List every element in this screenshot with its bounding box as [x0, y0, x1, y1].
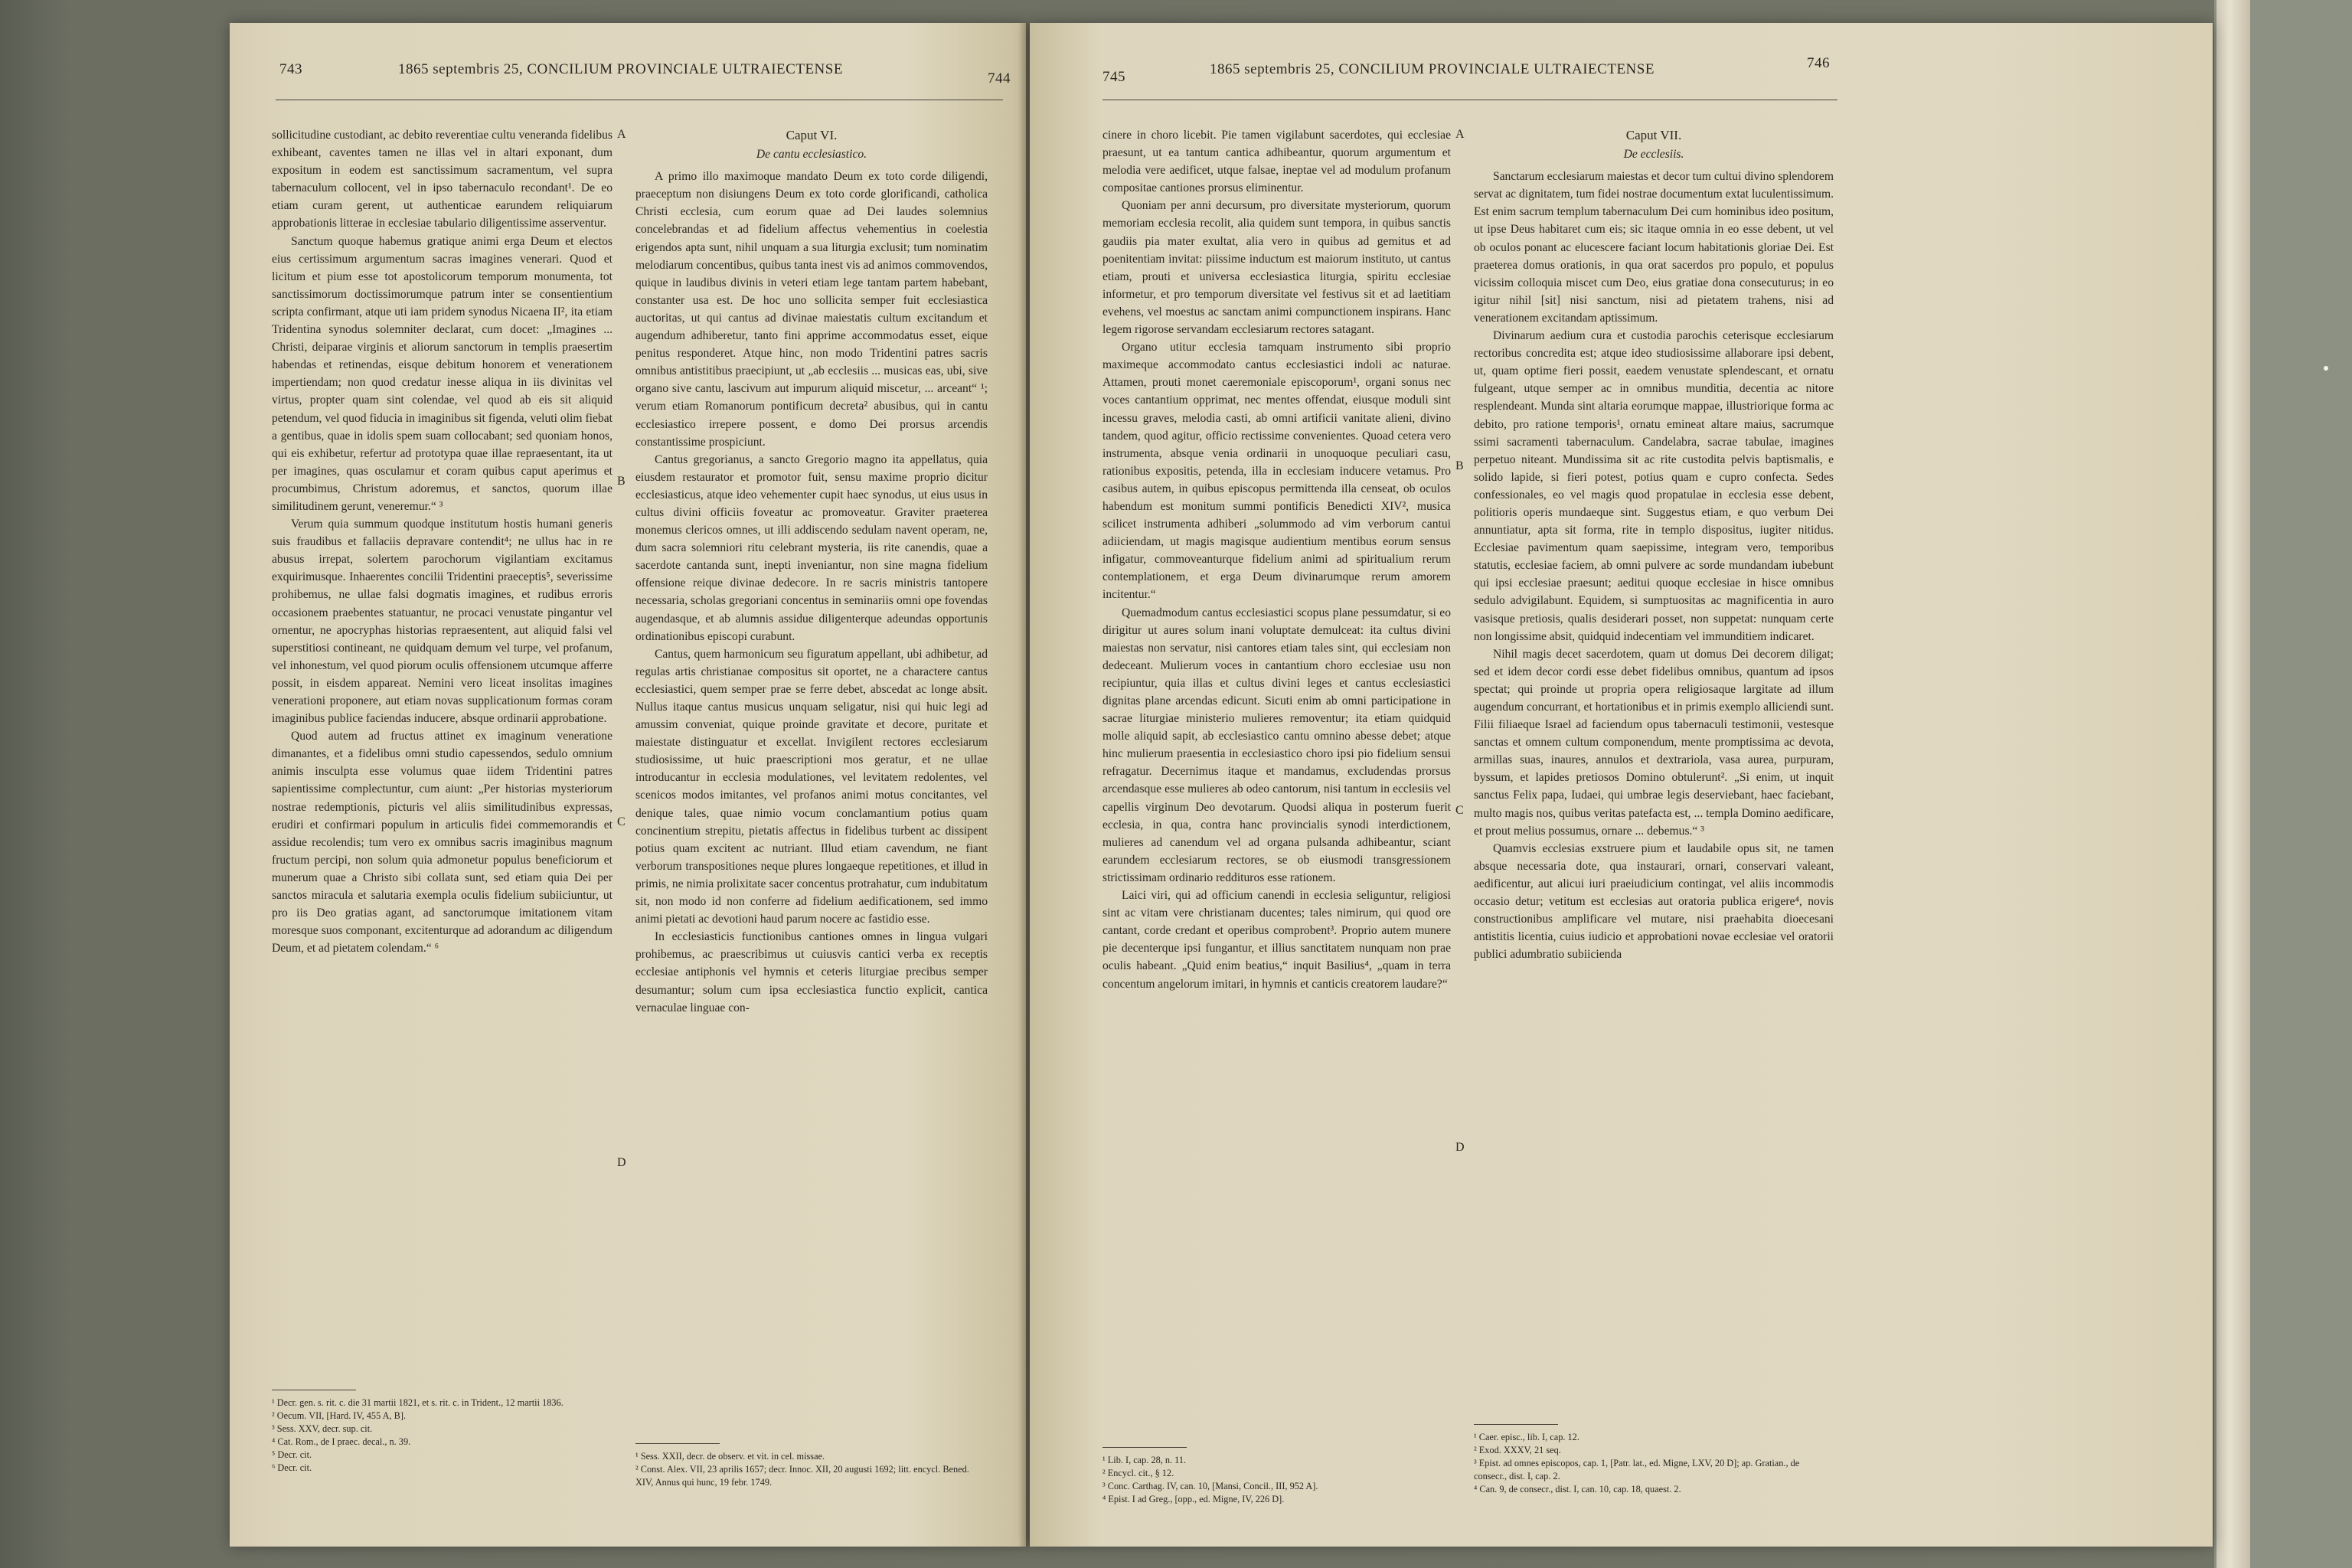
- paragraph: Sanctum quoque habemus gratique animi erga Deum et electos eius certissimum argumentum sacras imagines venerari. Quod et licitum et pium esse tot apostolicorum temporum monumenta, tot sanctissimorum doctissimorumque patrum inter se consentientium scripta confirmant, atque uti iam pridem synodus Nicaena II², ita etiam Tridentina synodus solemniter declarat, cum docet: „Imagines ... Christi, deiparae virginis et aliorum sanctorum in templis praesertim habendas et retinendas, eisque debitum honorem et venerationem impertiendam; non quod credatur inesse aliqua in iis divinitas vel virtus, propter quam sint colendae, vel quod ab eis sit aliquid petendum, vel quod fiducia in imaginibus sit figenda, veluti olim fiebat a gentibus, quae in idolis spem suam collocabant; sed quoniam honos, qui eis exhibetur, refertur ad prototypa quae illae repraesentant, ita ut per imagines, quas osculamur et coram quibus caput aperimus et procumbimus, Christum adoremus, et sanctos, quorum illae similitudinem gerunt, veneremur.“ ³: [272, 234, 612, 513]
- right-page-footnotes-2: [1474, 1424, 1834, 1496]
- page-number-743: 743: [279, 61, 302, 77]
- left-page-column-1: [272, 126, 612, 957]
- footnote-rule: [635, 1443, 720, 1444]
- chapter-heading: Caput VII.: [1625, 128, 1682, 142]
- margin-letter-c: C: [1455, 804, 1464, 817]
- paragraph: Organo utitur ecclesia tamquam instrumento sibi proprio maximeque accommodato cantus ecclesiastici indoli ac naturae. Attamen, prouti monet caeremoniale episcoporum¹, organi sonus nec voces cantantium opprimat, nec mentes offendat, eiusque moduli sint incessu graves, melodia casti, ab omni artificii vanitate alieni, divino tandem, quod agitur, officio rectissime convenientes. Quoad cetera vero instrumenta, absque venia ordinarii in unoquoque peculiari casu, rationibus expositis, petenda, illa in ecclesiam inducere vetamus. Pro casibus autem, in quibus episcopus permittenda illa censeat, ob oculos habendum est monitum summi pontificis Benedicti XIV², musica scilicet instrumenta adhiberi „solummodo ad vim verborum cantui adiiciendam, ut magis magisque audientium mentibus eorum sensus infigatur, commoveanturque fidelium animi ad spiritualium rerum contemplationem, et erga Deum divinarumque rerum amorem incitentur.“: [1102, 341, 1451, 602]
- scanner-ruler: [2216, 0, 2250, 1568]
- chapter-subheading: De ecclesiis.: [1623, 148, 1684, 162]
- footnote-rule: [1102, 1447, 1187, 1448]
- footnote: ⁵ Decr. cit.: [272, 1449, 312, 1460]
- left-page-column-2: [635, 126, 988, 1017]
- right-page: [1030, 23, 2213, 1547]
- paragraph: sollicitudine custodiant, ac debito reverentiae cultu veneranda fidelibus exhibeant, caventes tamen ne illas vel in altari exponant, dum expositum in eodem est sanctissimum sacramentum, vel supra tabernaculum collocent, vel in ipso tabernaculo recondant¹. De eo etiam curam gerent, ut authenticae earundem reliquiarum approbationis litterae in ecclesiae tabulario diligentissime asserventur.: [272, 129, 612, 230]
- paragraph: Cantus, quem harmonicum seu figuratum appellant, ubi adhibetur, ad regulas artis christianae compositus sit oportet, ne a charactere cantus ecclesiastici, quem semper prae se ferre debet, abscedat ac longe absit. Nullus itaque cantus musicus unquam seligatur, nisi qui huic legi ad amussim conveniat, quique proinde gravitate et decore, puritate et maiestate distinguatur et excellat. Invigilent rectores ecclesiarum studiosissime, ut huic praescriptioni mos geratur, et ne ullae introducantur in ecclesia modulationes, vel levitatem redolentes, vel scenicos modos imitantes, vel profanos animi motus concitantes, vel denique tales, quae nimio vocum conclamantium potius quam concinentium strepitu, pietatis affectus in fidelibus turbent ac dissipent potius quam excitent ac nutriant. Illud etiam cavendum, ne fiant verborum transpositiones neque plures longaeque repetitiones, et illud in primis, ne nimia prolixitate sacer concentus protrahatur, cum indubitatum sit, non modo id non conferre ad fidelium aedificationem, sed immo animi pietati ac devotioni haud parum nocere ac fastidio esse.: [635, 647, 988, 926]
- footnote: ⁴ Cat. Rom., de I praec. decal., n. 39.: [272, 1436, 411, 1447]
- footnote: ⁶ Decr. cit.: [272, 1462, 312, 1473]
- margin-letter-d: D: [617, 1156, 626, 1169]
- footnote: ¹ Caer. episc., lib. I, cap. 12.: [1474, 1432, 1579, 1442]
- margin-letter-a: A: [617, 128, 626, 141]
- dust-speck: [2324, 366, 2328, 371]
- chapter-heading: Caput VI.: [786, 128, 838, 142]
- margin-letter-b: B: [1455, 459, 1464, 472]
- right-page-column-1: [1102, 126, 1451, 993]
- margin-letter-a: A: [1455, 128, 1465, 141]
- paragraph: Divinarum aedium cura et custodia parochis ceterisque ecclesiarum rectoribus concredita est; atque ideo studiosissime allaborare ipsi debent, ut, quam optime fieri possit, eaedem venustate splendescant, et ornatu fulgeant, utque semper ac in omnibus munditia, decentia ac nitore resplendeant. Munda sint altaria eorumque mappae, illustriorique forma ac debito, pro ratione temporis¹, ornatu emineat altare maius, sacrumque ssimi sacramenti tabernaculum. Candelabra, sacrae tabulae, imagines perpetuo niteant. Mundissima sit ac rite custodita pelvis baptismalis, e solido lapide, si fieri potest, potius quam e cupro confecta. Sedes confessionales, eo vel magis quod propatulae in ecclesia esse debent, politioris operis mundaeque sint. Suggestus etiam, e quo verbum Dei annuntiatur, apta sit forma, rite in templo dispositus, iugiter nitidus. Ecclesiae pavimentum quam saepissime, integram vero, temporibus statutis, ecclesiae faciem, ab omni pulvere ac sorde mundandam iubebunt qui ipsi ecclesiae praesunt; aeditui quoque ecclesiae in hisce omnibus sedulo advigilabunt. Equidem, si sumptuositas ac magnificentia in auro vasisque pretiosis, qualis desiderari posset, non suppetat: nunquam certe non longissime absit, quidquid indecentiam vel immunditiem indicaret.: [1474, 329, 1834, 643]
- page-number-744: 744: [988, 70, 1011, 87]
- left-page: [230, 23, 1026, 1547]
- footnote: ² Oecum. VII, [Hard. IV, 455 A, B].: [272, 1410, 407, 1421]
- paragraph: Sanctarum ecclesiarum maiestas et decor tum cultui divino splendorem servat ac dignitatem, tum fidei nostrae documentum extat luculentissimum. Est enim sacrum templum tabernaculum Dei cum hominibus ideo positum, ut ipse Deus habitaret cum eis; sic itaque omnia in eo esse debent, ut vel ob oculos ponant ac elucescere faciant locum habitationis gloriae Dei. Est praeterea domus orationis, in qua orat sacerdos pro populo, et populus vicissim colloquia miscet cum Deo, eius gratiae dona consecuturus; in eo igitur nihil [sit] nisi sanctum, nisi ad pietatem trahens, nisi ad venerationem excitandam aptissimum.: [1474, 170, 1834, 325]
- footnote: ² Const. Alex. VII, 23 aprilis 1657; decr. Innoc. XII, 20 augusti 1692; litt. encycl. Bened. XIV, Annus qui hunc, 19 febr. 1749.: [635, 1464, 969, 1488]
- footnote: ¹ Sess. XXII, decr. de observ. et vit. in cel. missae.: [635, 1451, 825, 1462]
- margin-letter-d: D: [1455, 1141, 1465, 1154]
- page-number-746: 746: [1807, 55, 1830, 71]
- running-head: 1865 septembris 25, CONCILIUM PROVINCIALE ULTRAIECTENSE: [1210, 61, 1655, 77]
- footnote: ¹ Lib. I, cap. 28, n. 11.: [1102, 1455, 1187, 1465]
- left-page-header: [230, 61, 1026, 92]
- right-page-column-2: [1474, 126, 1834, 963]
- footnote: ² Exod. XXXV, 21 seq.: [1474, 1445, 1561, 1455]
- paragraph: Quoniam per anni decursum, pro diversitate mysteriorum, quorum memoriam ecclesia recolit, alia quidem sunt tempora, in quibus sanctis gaudiis pia mater exultat, alia vero in quibus ad gemitus et ad poenitentiam invitat: piissime inductum est maiorum instituto, ut cantus etiam, prouti et universa ecclesiastica liturgia, spiritu ecclesiae informetur, et pro temporum diversitate vel festivus sit et ad laetitiam evehens, vel moestus ac sanctam animi compunctionem inspirans. Hanc legem rigorose servandam ecclesiarum rectores satagant.: [1102, 199, 1451, 337]
- right-page-footnotes-1: [1102, 1447, 1451, 1506]
- footnote-rule: [1474, 1424, 1558, 1425]
- page-number-745: 745: [1102, 69, 1125, 85]
- left-page-footnotes-1: [272, 1390, 612, 1475]
- footnote: ¹ Decr. gen. s. rit. c. die 31 martii 1821, et s. rit. c. in Trident., 12 martii 1836.: [272, 1397, 564, 1408]
- paragraph: Nihil magis decet sacerdotem, quam ut domus Dei decorem diligat; sed et idem decor cordi esse debet fidelibus omnibus, quantum ad ipsos spectat; qui proinde ut propria opera religiosaque largitate ad illum augendum concurrant, et hortationibus et in primis exemplo alliciendi sunt. Filii filiaeque Israel ad faciendum opus tabernaculi testimonii, vestesque sanctas et omnem cultum componendum, mente promptissima ac devota, armillas suas, inaures, annulos et dextrariola, vasa aurea, purpuram, byssum, et lapides pretiosos Domino obtulerunt². „Si enim, ut inquit sanctus Felix papa, Iudaei, qui umbrae legis deserviebant, haec faciebant, multo magis nos, quibus veritas patefacta est, ... templa Domino aedificare, et prout melius possumus, ornare ... debemus.“ ³: [1474, 647, 1834, 838]
- paragraph: cinere in choro licebit. Pie tamen vigilabunt sacerdotes, qui ecclesiae praesunt, ut ea tantum cantica adhibeantur, quorum argumentum et melodia vere aedificet, utque falsae, ineptae vel ad modulum profanum compositae cantiones prorsus eliminentur.: [1102, 129, 1451, 195]
- running-head: 1865 septembris 25, CONCILIUM PROVINCIALE ULTRAIECTENSE: [398, 61, 843, 77]
- paragraph: Quemadmodum cantus ecclesiastici scopus plane pessumdatur, si eo dirigitur ut aures solum inani voluptate demulceat: ita cultus divini maiestas non servatur, nisi cantores etiam tales sint, qui ecclesiam non dedeceant. Mulierum voces in cantantium choro ecclesiae usu non recipiuntur, quia illas et cultus divini leges et cantus ecclesiastici dignitas plane arcendas edicunt. Sicuti enim ab omni participatione in sacrae liturgiae ministerio mulieres removentur; ita etiam quidquid molle aliquid sapit, ab ecclesiastico cantu omnino abesse debet; atque hinc mulierum praesentia in ecclesiastico choro ipsi pio fidelium sensui refragatur. Decernimus itaque et mandamus, excludendas prorsus arcendasque esse mulieres ab odeo cantorum, nisi tantum in ecclesiis vel capellis virginum Deo devotarum. Quodsi aliqua in posterum fuerit ecclesia, in qua, contra hanc provincialis synodi interdictionem, mulieres ad canendum vel ad organa pulsanda adhibeantur, sciant earundem ecclesiarum rectores, se ob eiusmodi transgressionem strictissimam ordinario reddituros esse rationem.: [1102, 606, 1451, 884]
- footnote: ³ Epist. ad omnes episcopos, cap. 1, [Patr. lat., ed. Migne, LXV, 20 D]; ap. Gratian., de consecr., dist. I, cap. 2.: [1474, 1458, 1800, 1481]
- paragraph: A primo illo maximoque mandato Deum ex toto corde diligendi, praeceptum non disiungens Deum ex toto corde glorificandi, catholica Christi ecclesia, cum eorum quae ad Dei laudes solemnius concelebrandas et ad fidelium affectus vehementius in coelestia erigendos apta sunt, nihil unquam a sua liturgia exclusit; tum nominatim melodiarum concentibus, quibus tanta inest vis ad animos commovendos, quique in laudibus divinis in veteri etiam lege tantam partem habebant, constanter usa est. De hoc uno sollicita semper fuit ecclesiastica auctoritas, ut qui cantus ad divinae maiestatis cultum excitandum et augendum adhiberetur, tanto fini apprime accommodatus esset, eique penitus responderet. Atque hinc, non modo Tridentini patres sacris omnibus antistitibus praecipiunt, ut „ab ecclesiis ... musicas eas, ubi, sive organo sive cantu, lascivum aut impurum aliquid miscetur, ... arceant“ ¹; verum etiam Romanorum pontificum decreta² abusibus, qui in cantu ecclesiastico irrepere possent, e domo Dei prorsus arcendis constantissime prospiciunt.: [635, 170, 988, 449]
- footnote: ³ Sess. XXV, decr. sup. cit.: [272, 1423, 373, 1434]
- left-page-footnotes-2: [635, 1443, 988, 1489]
- paragraph: Laici viri, qui ad officium canendi in ecclesia seliguntur, religiosi sint ac vitam vere christianam ducentes; tales nimirum, qui quod ore cantant, corde credant et operibus comprobent³. Proprio autem munere pie decenterque ipsi fungantur, et illius sanctitatem nunquam non prae oculis habeant. „Quid enim beatius,“ inquit Basilius⁴, „quam in terra concentum angelorum imitari, in hymnis et canticis creatorem laudare?“: [1102, 889, 1451, 991]
- paragraph: Quamvis ecclesias exstruere pium et laudabile opus sit, ne tamen absque necessaria dote, qua instaurari, ornari, conservari valeant, aedificentur, aut alicui iuri praeiudicium contingat, vel aliis incommodis occasio detur; vetitum est ecclesias aut oratoria publica erigere⁴, novis constructionibus amplificare vel mutare, nisi praehabita dioecesani antistitis licentia, cuius iudicio et approbationi novae ecclesiae vel oratorii publici adumbratio subiicienda: [1474, 841, 1834, 962]
- footnote: ² Encycl. cit., § 12.: [1102, 1468, 1174, 1478]
- paragraph: Cantus gregorianus, a sancto Gregorio magno ita appellatus, quia eiusdem restaurator et promotor fuit, sensu maxime proprio dicitur ecclesiasticus, atque ideo vehementer cupit haec synodus, ut eius usus in cultus divini officiis foveatur ac promoveatur. Graviter praeterea monemus clericos omnes, ut illi addiscendo sedulam navent operam, ne, dum sacra solemniori ritu celebrant mysteria, iis rite canendis, quae a sacerdote cantanda sunt, inepti inveniantur, non sine magna fidelium offensione reique divinae dedecore. In re sacris ministris tantopere necessaria, scholas gregoriani concentus in seminariis omni ope fovendas augendasque, et ab alumnis assidue diligenterque adeundas opportunis ordinationibus episcopi curabunt.: [635, 452, 988, 643]
- footnote: ⁴ Can. 9, de consecr., dist. I, can. 10, cap. 18, quaest. 2.: [1474, 1484, 1681, 1494]
- paragraph: Quod autem ad fructus attinet ex imaginum veneratione dimanantes, et a fidelibus omni studio capessendos, sedulo omnium animis insculpta esse volumus quae iidem Tridentini patres sapientissime complectuntur, cum aiunt: „Per historias mysteriorum nostrae redemptionis, picturis vel aliis similitudinibus expressas, erudiri et confirmari populum in articulis fidei commemorandis et assidue recolendis; tum vero ex omnibus sacris imaginibus magnum fructum percipi, non solum quia admonetur populus beneficiorum et munerum quae a Christo sibi collata sunt, sed etiam quia Dei per sanctos miracula et salutaria exempla oculis fidelium subiiciuntur, ut pro iis Deo gratias agant, ad sanctorumque imitationem vitam moresque suos componant, excitenturque ad adorandum ac diligendum Deum, et ad pietatem colendam.“ ⁶: [272, 730, 612, 956]
- paragraph: Verum quia summum quodque institutum hostis humani generis suis fraudibus et fallaciis depravare contendit⁴; ne ullus hac in re abusus irrepat, solertem parochorum vigilantiam excitamus exquirimusque. Inhaerentes concilii Tridentini praeceptis⁵, severissime prohibemus, ne ullae falsi dogmatis imagines, et rudibus erroris occasionem praebentes statuantur, ne procaci venustate pingantur vel ornentur, ne apocryphas historias repraesentent, aut aliquid falsi vel superstitiosi contineant, ne quidquam demum vel turpe, vel profanum, vel inhonestum, vel quod piorum oculis offensionem utcumque afferre possit, in eisdem appareat. Nemini vero liceat insolitas imagines venerationi proponere, aut etiam novas supplicationum formas coram imaginibus publice faciendas inducere, absque ordinarii approbatione.: [272, 518, 612, 726]
- footnote: ³ Conc. Carthag. IV, can. 10, [Mansi, Concil., III, 952 A].: [1102, 1481, 1318, 1491]
- chapter-subheading: De cantu ecclesiastico.: [756, 148, 867, 162]
- footnote: ⁴ Epist. I ad Greg., [opp., ed. Migne, IV, 226 D].: [1102, 1494, 1285, 1504]
- paragraph: In ecclesiasticis functionibus cantiones omnes in lingua vulgari prohibemus, ac praescribimus ut cuiusvis cantici verba ex receptis ecclesiae antiphonis vel hymnis et ceteris liturgiae precibus semper desumantur; solum cum ipsa ecclesiastica functio explicit, cantica vernaculae linguae con-: [635, 930, 988, 1014]
- margin-letter-c: C: [617, 815, 626, 828]
- margin-letter-b: B: [617, 475, 626, 488]
- right-page-header: [1030, 55, 2213, 92]
